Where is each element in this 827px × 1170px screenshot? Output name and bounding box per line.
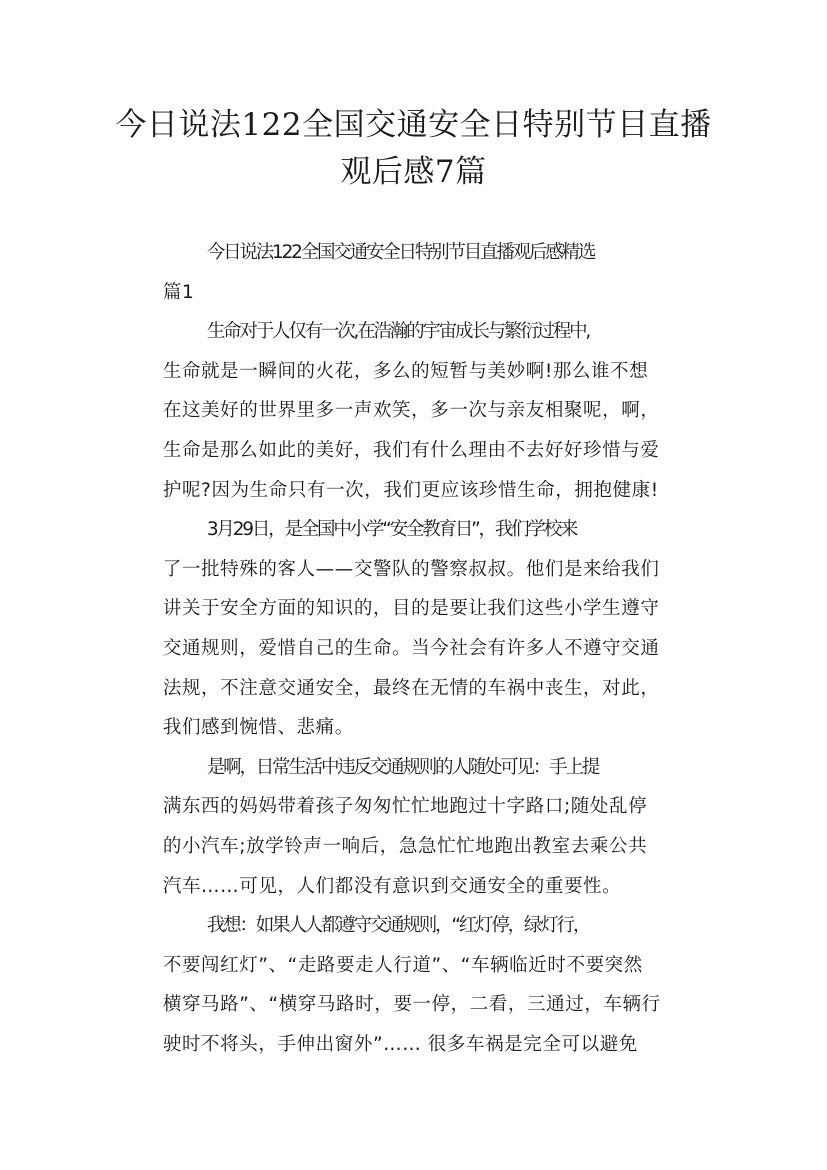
document-title <box>100 102 727 196</box>
text-line: 交通规则，爱惜自己的生命。当今社会有许多人不遵守交通 <box>162 637 660 659</box>
text-line: 我想：如果人人都遵守交通规则，“红灯停，绿灯行， <box>206 915 590 937</box>
paragraph <box>124 906 710 1064</box>
text-line: 法规，不注意交通安全，最终在无情的车祸中丧生，对此， <box>162 677 660 699</box>
paragraph <box>124 748 710 906</box>
paragraph <box>124 312 710 510</box>
text-line: 满东西的妈妈带着孩子匆匆忙忙地跑过十字路口;随处乱停 <box>162 796 648 818</box>
text-line: 的小汽车;放学铃声一响后，急急忙忙地跑出教室去乘公共 <box>162 835 648 857</box>
text-line: 生命是那么如此的美好，我们有什么理由不去好好珍惜与爱 <box>162 439 660 461</box>
text-line: 3月29日，是全国中小学“安全教育日”，我们学校来 <box>206 519 577 541</box>
text-line: 我们感到惋惜、悲痛。 <box>162 717 354 739</box>
text-line: 横穿马路”、“横穿马路时，要一停，二看，三通过，车辆行 <box>162 994 661 1016</box>
title-line: 今日说法122全国交通安全日特别节目直播 <box>115 107 712 143</box>
text-line: 在这美好的世界里多一声欢笑，多一次与亲友相聚呢，啊， <box>162 400 660 422</box>
paragraph-heading <box>124 233 710 312</box>
text-line: 护呢?因为生命只有一次，我们更应该珍惜生命，拥抱健康! <box>162 479 659 501</box>
text-line: 不要闯红灯”、“走路要走人行道”、“车辆临近时不要突然 <box>162 954 643 976</box>
document-body <box>124 233 710 1064</box>
text-line: 驶时不将头，手伸出窗外”…… 很多车祸是完全可以避免 <box>162 1033 638 1055</box>
text-line: 生命就是一瞬间的火花，多么的短暂与美妙啊!那么谁不想 <box>162 360 649 382</box>
text-line: 今日说法122全国交通安全日特别节目直播观后感精选 <box>206 242 595 263</box>
text-line: 是啊，日常生活中违反交通规则的人随处可见：手上提 <box>206 756 599 778</box>
text-line: 了一批特殊的客人——交警队的警察叔叔。他们是来给我们 <box>162 558 660 580</box>
text-line: 讲关于安全方面的知识的，目的是要让我们这些小学生遵守 <box>162 598 660 620</box>
paragraph <box>124 510 710 748</box>
text-line: 篇1 <box>162 281 195 303</box>
text-line: 汽车……可见，人们都没有意识到交通安全的重要性。 <box>162 875 622 897</box>
text-line: 生命对于人仅有一次,在浩瀚的宇宙成长与繁衍过程中, <box>206 321 590 343</box>
title-line: 观后感7篇 <box>340 154 487 190</box>
